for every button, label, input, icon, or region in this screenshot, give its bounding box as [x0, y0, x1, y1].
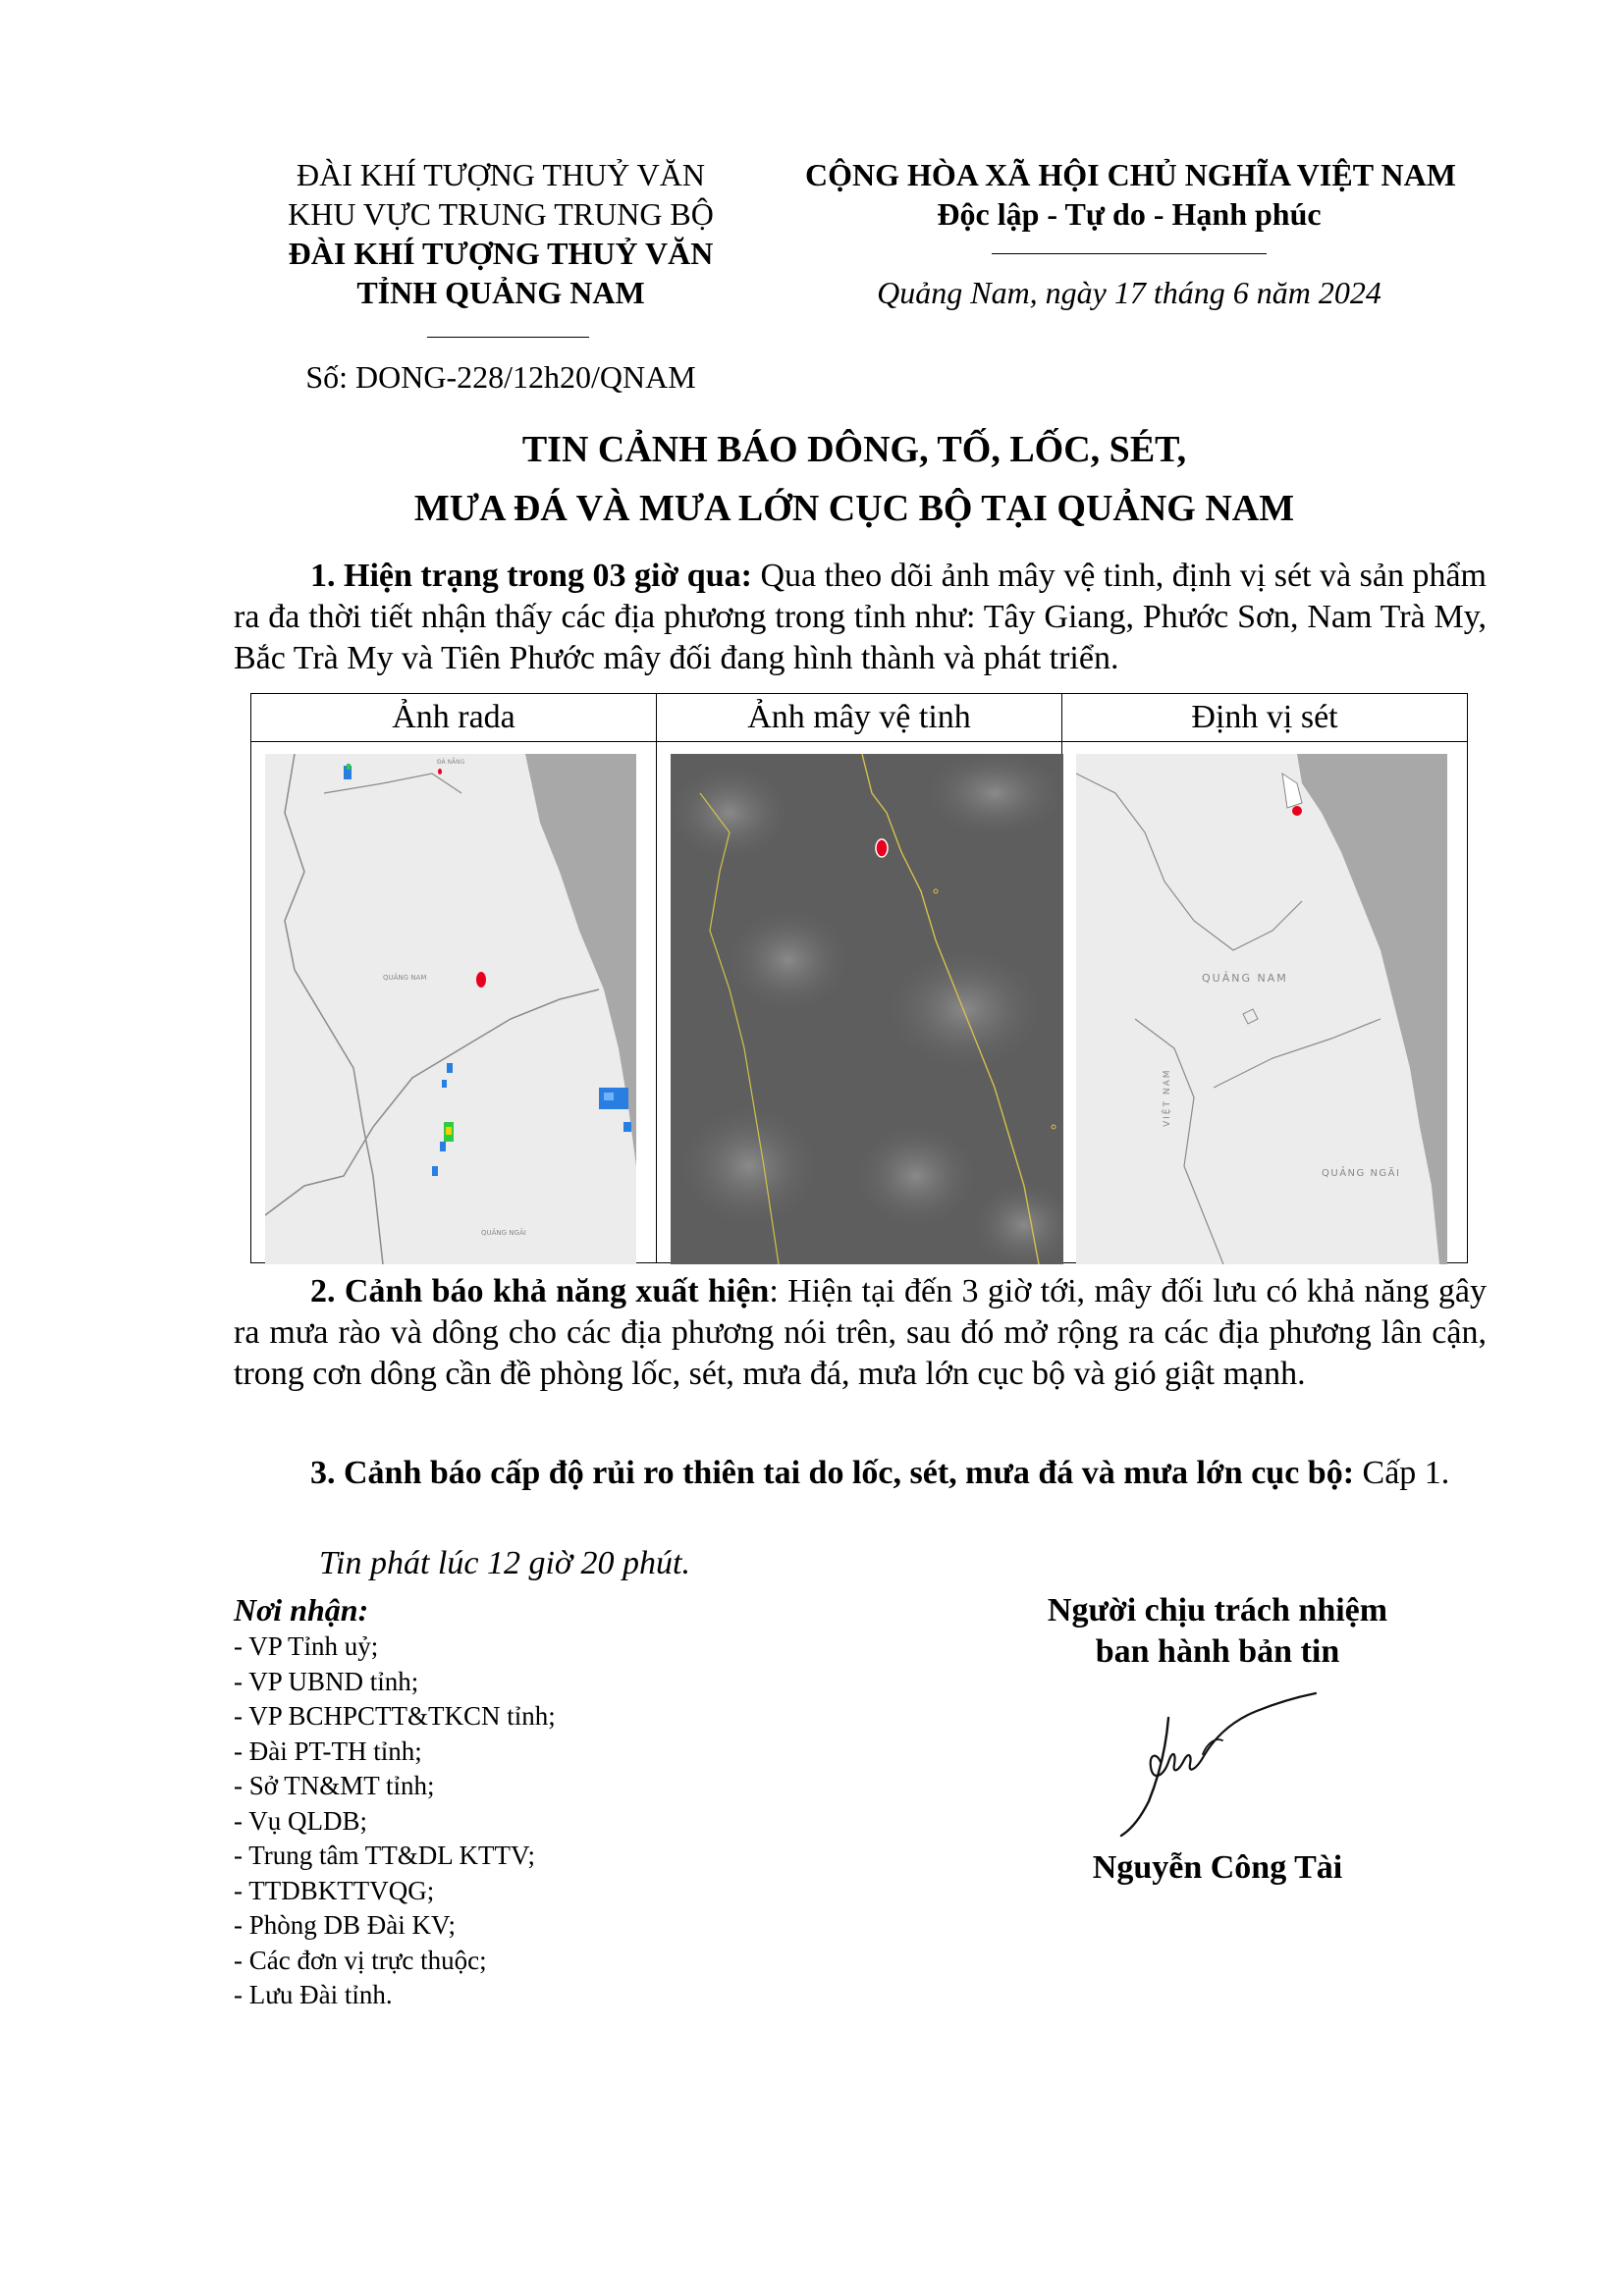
section-1-heading: 1. Hiện trạng trong 03 giờ qua: [310, 558, 752, 594]
lightning-label-viet-nam: VIỆT NAM [1163, 1068, 1172, 1127]
col-satellite-header: Ảnh mây vệ tinh [657, 694, 1062, 742]
agency-line-1: ĐÀI KHÍ TƯỢNG THUỶ VĂN [297, 157, 705, 192]
signer-role-line-2: ban hành bản tin [1095, 1633, 1340, 1670]
lightning-map [1076, 754, 1447, 1264]
signer-role-line-1: Người chịu trách nhiệm [1047, 1592, 1388, 1629]
section-2-heading: 2. Cảnh báo khả năng xuất hiện [310, 1273, 770, 1309]
section-risk-level [234, 1453, 1487, 1494]
recipients-label: Nơi nhận: [234, 1592, 369, 1628]
signer-block [982, 1590, 1453, 1673]
recipient-item: - Phòng DB Đài KV; [234, 1910, 456, 1940]
title-line-1: TIN CẢNH BÁO DÔNG, TỐ, LỐC, SÉT, [521, 429, 1187, 470]
agency-header [236, 155, 766, 312]
col-lightning-header: Định vị sét [1062, 694, 1468, 742]
recipient-item: - Các đơn vị trực thuộc; [234, 1945, 487, 1975]
section-3-text: Cấp 1. [1354, 1455, 1450, 1491]
radar-label-da-nang: ĐÀ NẴNG [437, 759, 465, 766]
recipient-item: - VP UBND tỉnh; [234, 1666, 419, 1696]
section-3-heading: 3. Cảnh báo cấp độ rủi ro thiên tai do lốc, sét, mưa đá và mưa lớn cục bộ: [310, 1455, 1355, 1491]
lightning-label-quang-nam: QUẢNG NAM [1202, 972, 1288, 985]
agency-line-3: ĐÀI KHÍ TƯỢNG THUỶ VĂN [288, 236, 714, 271]
recipient-item: - Đài PT-TH tỉnh; [234, 1735, 422, 1766]
issued-time: Tin phát lúc 12 giờ 20 phút. [319, 1545, 691, 1581]
document-number: Số: DONG-228/12h20/QNAM [305, 359, 696, 395]
national-header [805, 155, 1456, 234]
lightning-label-quang-ngai: QUẢNG NGÃI [1322, 1168, 1401, 1179]
radar-label-quang-ngai: QUẢNG NGÃI [481, 1229, 526, 1237]
recipient-item: - VP BCHPCTT&TKCN tỉnh; [234, 1701, 556, 1731]
col-radar-header: Ảnh rada [251, 694, 657, 742]
bulletin-title [236, 420, 1473, 538]
recipient-item: - Sở TN&MT tỉnh; [234, 1771, 435, 1800]
section-1-text: Qua theo dõi ảnh mây vệ tinh, định vị sét và sản phẩm ra đa thời tiết nhận thấy các địa phương trong tỉnh như: Tây Giang, Phước Sơn, Nam Trà My, Bắc Trà My và Tiên Phước mây đối đang hình thành và phát triển. [234, 558, 1487, 676]
agency-line-2: KHU VỰC TRUNG TRUNG BỘ [288, 196, 714, 232]
recipient-item: - TTDBKTTVQG; [234, 1875, 435, 1905]
agency-line-4: TỈNH QUẢNG NAM [356, 275, 645, 310]
recipient-item: - Vụ QLDB; [234, 1805, 368, 1836]
image-table [250, 693, 1468, 1263]
signer-name: Nguyễn Công Tài [1092, 1849, 1343, 1886]
motto-underline [992, 253, 1267, 254]
section-current-status [234, 556, 1487, 679]
title-line-2: MƯA ĐÁ VÀ MƯA LỚN CỤC BỘ TẠI QUẢNG NAM [413, 488, 1295, 529]
signature [1110, 1683, 1326, 1841]
radar-label-quang-nam: QUẢNG NAM [383, 974, 427, 982]
recipient-item: - VP Tỉnh uỷ; [234, 1631, 379, 1661]
recipients-block [234, 1590, 823, 2013]
national-motto: Độc lập - Tự do - Hạnh phúc [937, 196, 1322, 232]
issue-date: Quảng Nam, ngày 17 tháng 6 năm 2024 [877, 275, 1381, 310]
radar-map [265, 754, 636, 1264]
satellite-cell [657, 742, 1062, 1263]
agency-underline [427, 337, 589, 338]
recipient-item: - Trung tâm TT&DL KTTV; [234, 1841, 535, 1870]
section-2-text: : Hiện tại đến 3 giờ tới, mây đối lưu có khả năng gây ra mưa rào và dông cho các địa phương nói trên, sau đó mở rộng ra các địa phương lân cận, trong cơn dông cần đề phòng lốc, sét, mưa đá, mưa lớn cục bộ và gió giật mạnh. [234, 1273, 1487, 1392]
satellite-map [671, 754, 1063, 1264]
lightning-cell [1062, 742, 1468, 1263]
national-title: CỘNG HÒA XÃ HỘI CHỦ NGHĨA VIỆT NAM [805, 157, 1456, 192]
radar-cell [251, 742, 657, 1263]
section-forecast [234, 1271, 1487, 1395]
recipient-item: - Lưu Đài tỉnh. [234, 1980, 393, 2009]
